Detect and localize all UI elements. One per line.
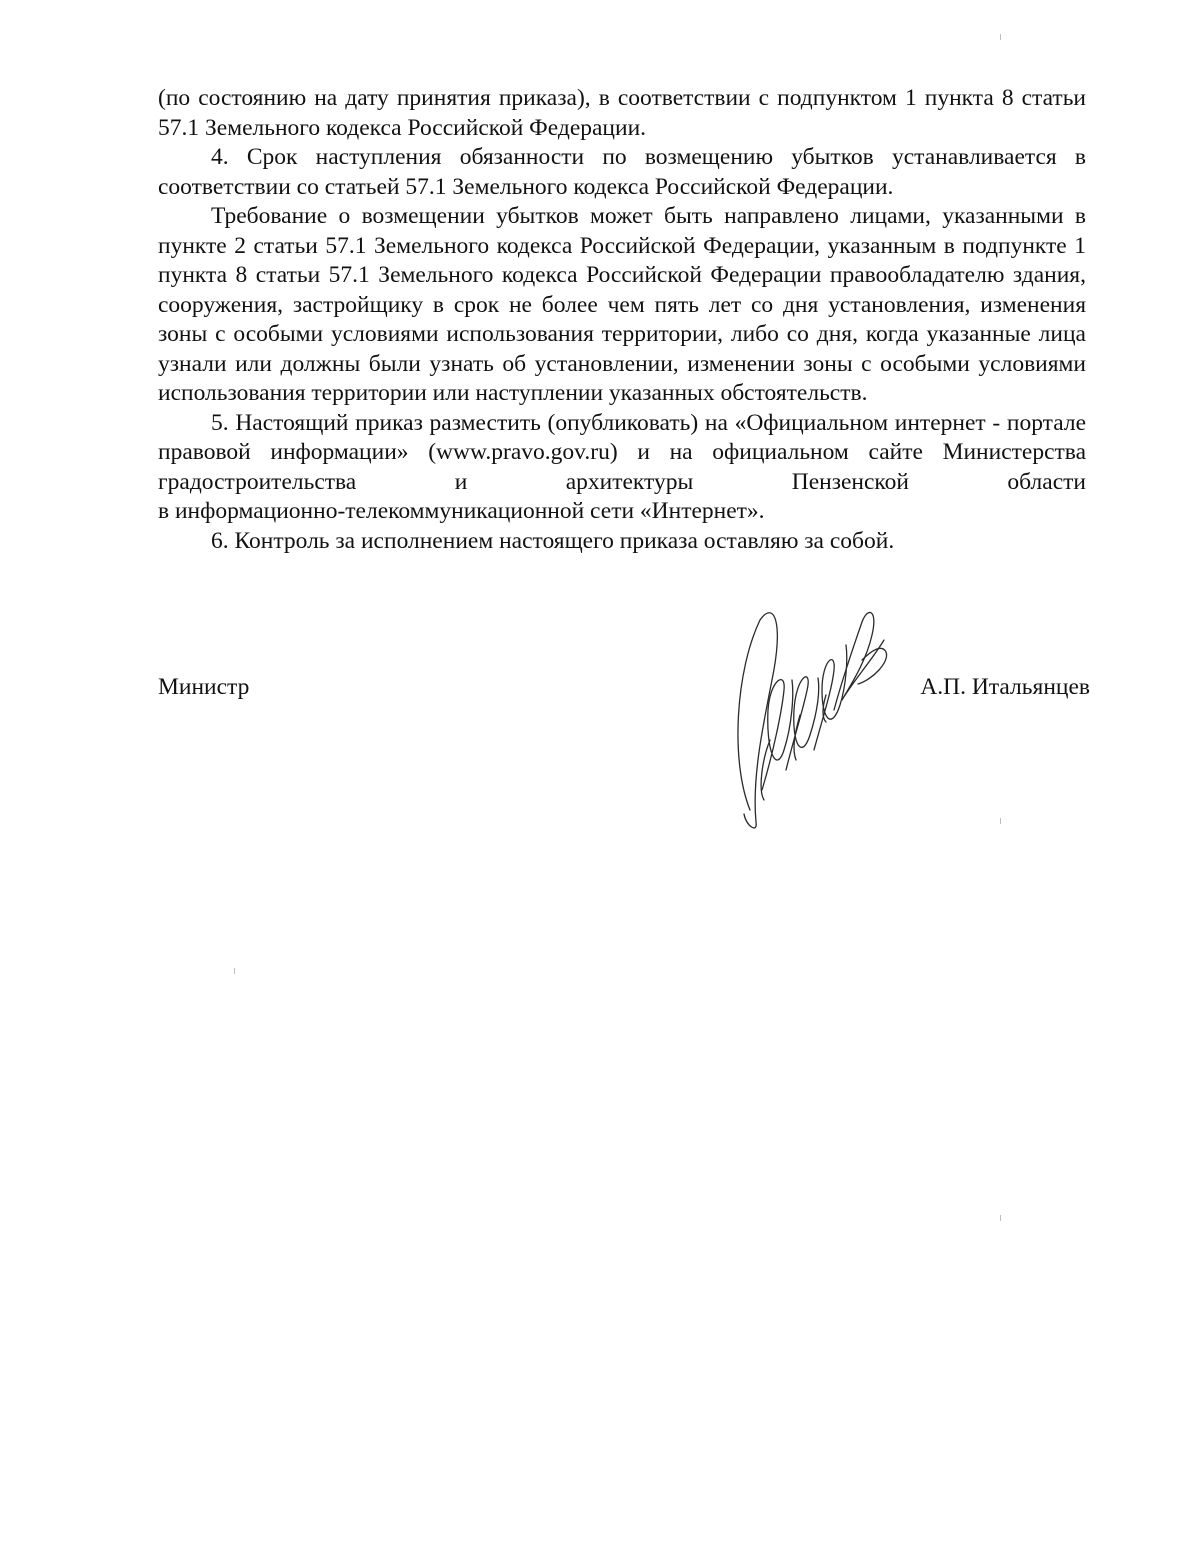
- paragraph-item-5-end: в информационно-телекоммуникационной сети «Интернет».: [158, 498, 765, 524]
- scan-speck: [1000, 34, 1001, 40]
- scan-speck: [1000, 818, 1001, 824]
- scan-speck: [234, 968, 235, 974]
- signature-block: [158, 600, 1090, 840]
- handwritten-signature-icon: [722, 600, 892, 835]
- paragraph-item-4: 4. Срок наступления обязанности по возмещению убытков устанавливается в соответствии со статьей 57.1 Земельного кодекса Российской Федерации.: [158, 144, 1086, 200]
- paragraph-continuation: (по состоянию на дату принятия приказа), в соответствии с подпунктом 1 пункта 8 статьи 57.1 Земельного кодекса Российской Федерации.: [158, 85, 1086, 141]
- paragraph-item-6: 6. Контроль за исполнением настоящего приказа оставляю за собой.: [211, 527, 895, 554]
- signer-position: Министр: [158, 674, 250, 700]
- signer-name: А.П. Итальянцев: [920, 674, 1090, 700]
- document-body: [158, 84, 1086, 556]
- scan-speck: [1000, 1215, 1001, 1221]
- paragraph-item-5: 5. Настоящий приказ разместить (опубликовать) на «Официальном интернет - портале правовой информации» (www.pravo.gov.ru) и на официальном сайте Министерства градостроительства и архитектуры Пензенской области: [158, 409, 1086, 495]
- paragraph-damages-claim: Требование о возмещении убытков может быть направлено лицами, указанными в пункте 2 статьи 57.1 Земельного кодекса Российской Федерации, указанным в подпункте 1 пункта 8 статьи 57.1 Земельного кодекса Российской Федерации правообладателю здания, сооружения, застройщику в срок не более чем пять лет со дня установления, изменения зоны с особыми условиями использования территории, либо со дня, когда указанные лица узнали или должны были узнать об установлении, изменении зоны с особыми условиями использования территории или наступлении указанных обстоятельств.: [158, 203, 1086, 406]
